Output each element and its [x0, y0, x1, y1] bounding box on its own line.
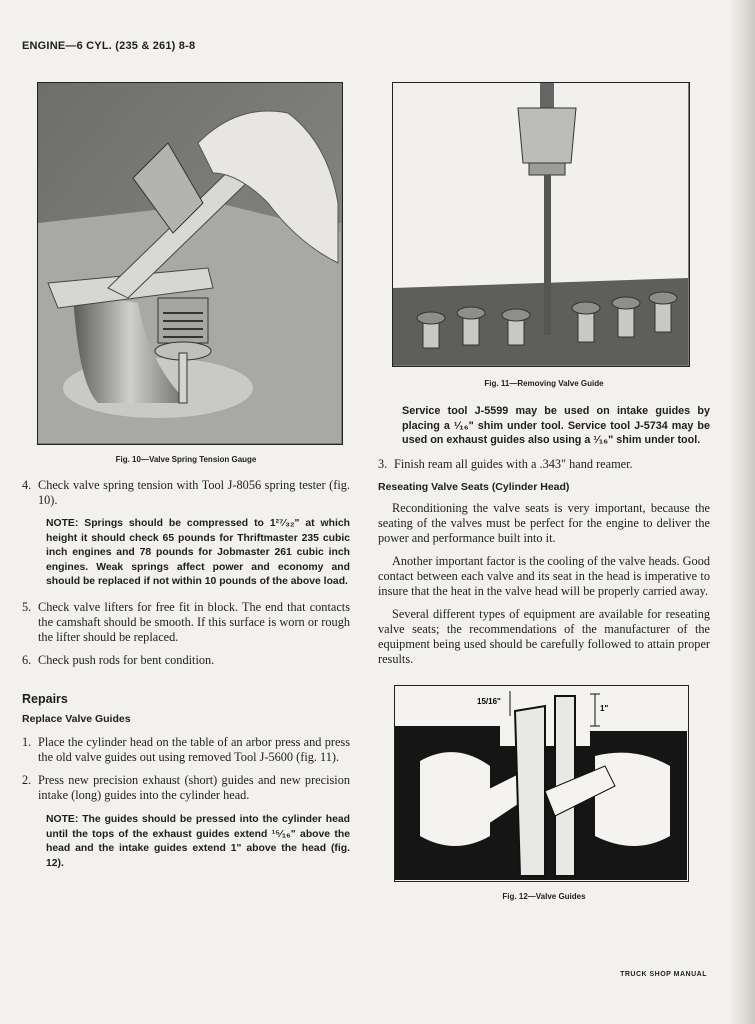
list-item-6 [22, 653, 350, 668]
valve-spring-tester-illustration [38, 83, 341, 443]
label-15-16: 15/16" [477, 696, 501, 706]
note-guides: NOTE: The guides should be pressed into the cylinder head until the tops of the exhaust guides extend ¹⁵⁄₁₆" above the head and the intake guides extend 1" above the head (fig. 12). [46, 813, 350, 869]
list-text: Check valve lifters for free fit in block. The end that contacts the camshaft should be smooth. If this surface is worn or rough the lifter should be replaced. [38, 599, 350, 644]
list-item-4 [22, 478, 350, 508]
figure-10 [22, 82, 350, 464]
section-heading-repairs: Repairs [22, 691, 68, 706]
figure-10-caption: Fig. 10—Valve Spring Tension Gauge [115, 455, 257, 464]
step-1 [22, 735, 350, 765]
figure-11-caption: Fig. 11—Removing Valve Guide [484, 379, 604, 388]
left-column [22, 82, 350, 871]
step-3 [378, 457, 710, 472]
valve-guides-cross-section [395, 686, 687, 880]
step-text: Finish ream all guides with a .343" hand reamer. [394, 456, 633, 471]
step-number: 1. [22, 734, 32, 749]
list-text: Check push rods for bent condition. [38, 652, 215, 667]
list-item-5 [22, 600, 350, 645]
step-text: Place the cylinder head on the table of an arbor press and press the old valve guides out using removed Tool J-5600 (fig. 11). [38, 734, 350, 764]
valve-guide-removal-illustration [393, 83, 688, 365]
step-number: 3. [378, 456, 388, 471]
right-column [378, 82, 710, 901]
list-number: 5. [22, 599, 32, 614]
paragraph-cooling: Another important factor is the cooling of the valve heads. Good contact between each valve and its seat in the head is imperative to insure that the heat in the valve head will be properly carried away. [378, 553, 710, 598]
figure-12 [378, 685, 710, 901]
list-text: Check valve spring tension with Tool J-8056 spring tester (fig. 10). [38, 478, 350, 507]
subheading-replace-valve-guides: Replace Valve Guides [22, 712, 131, 725]
list-number: 6. [22, 652, 32, 667]
note-springs: NOTE: Springs should be compressed to 1²⁷⁄₃₂" at which height it should check 65 pounds for Thriftmaster 235 cubic inch engines and 78 pounds for Jobmaster 261 cubic inch engines. Weak springs affect power and economy and should be replaced if not within 10 pounds of the above load. [46, 518, 350, 588]
page-header: ENGINE—6 CYL. (235 & 261) 8-8 [22, 40, 196, 52]
page-footer: TRUCK SHOP MANUAL [620, 971, 707, 978]
figure-11 [378, 82, 710, 388]
step-2 [22, 773, 350, 803]
figure-10-photo [37, 82, 343, 445]
list-number: 4. [22, 478, 32, 492]
service-tool-note: Service tool J-5599 may be used on intake guides by placing a ¹⁄₁₆" shim under tool. Service tool J-5734 may be used on exhaust guides also using a ¹⁄₁₆" shim under tool. [402, 405, 710, 446]
paragraph-equipment: Several different types of equipment are available for reseating valve seats; the recommendations of the manufacturer of the equipment being used should be carefully followed to attain proper results. [378, 606, 710, 666]
step-number: 2. [22, 772, 32, 787]
subheading-reseating-valve-seats: Reseating Valve Seats (Cylinder Head) [378, 480, 570, 493]
page-spine-shadow [729, 0, 755, 1024]
step-text: Press new precision exhaust (short) guides and new precision intake (long) guides into the cylinder head. [38, 772, 350, 802]
figure-12-diagram [394, 685, 689, 882]
label-1-inch: 1" [600, 703, 609, 713]
figure-12-caption: Fig. 12—Valve Guides [502, 891, 586, 901]
figure-11-photo [392, 82, 690, 367]
paragraph-reconditioning: Reconditioning the valve seats is very important, because the seating of the valves must be perfect for the engine to deliver the power and performance built into it. [378, 500, 710, 545]
